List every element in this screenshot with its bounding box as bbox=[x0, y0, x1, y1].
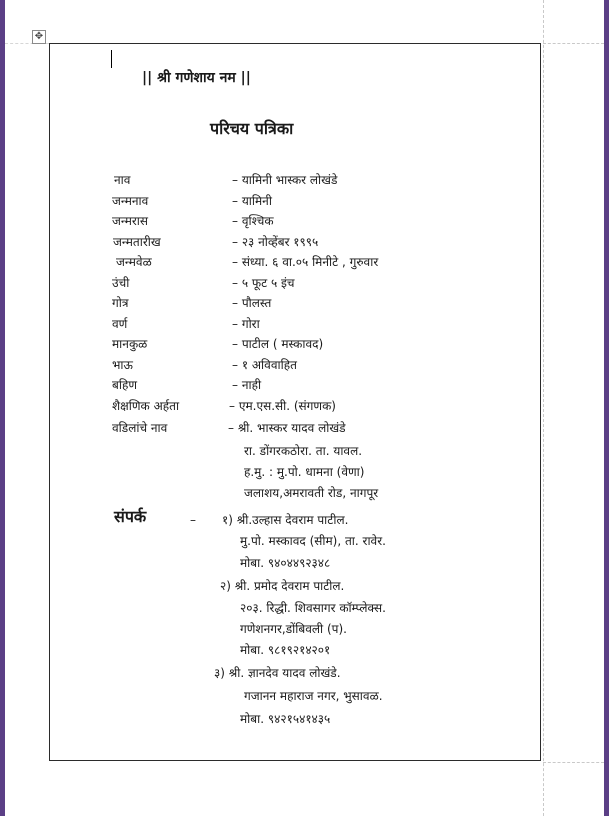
contact-dash: – bbox=[190, 513, 196, 527]
margin-guide-top bbox=[543, 43, 604, 44]
contact-2-address-line-1: २०३. रिद्धी. शिवसागर कॉम्प्लेक्स. bbox=[240, 601, 386, 615]
contact-heading: संपर्क bbox=[114, 507, 147, 526]
contact-1-phone: मोबा. ९४०४४९२३४८ bbox=[240, 556, 331, 570]
field-value-brother: – १ अविवाहित bbox=[232, 358, 297, 372]
field-label-birth-date: जन्मतारीख bbox=[113, 235, 161, 249]
field-value-birth-name: – यामिनी bbox=[232, 194, 272, 208]
field-value-complexion: – गोरा bbox=[232, 317, 260, 331]
father-address-line-2: ह.मु. : मु.पो. धामना (वेणा) bbox=[244, 465, 365, 479]
contact-1-address: मु.पो. मस्कावद (सीम), ता. रावेर. bbox=[240, 534, 386, 548]
field-value-gotra: – पौलस्त bbox=[232, 296, 272, 310]
contact-3-address: गजानन महाराज नगर, भुसावळ. bbox=[244, 689, 383, 703]
page-margin-guide bbox=[543, 0, 544, 816]
field-value-birth-time: – संध्या. ६ वा.०५ मिनीटे , गुरुवार bbox=[232, 255, 379, 269]
field-label-birth-name: जन्मनाव bbox=[112, 194, 149, 208]
contact-1-name: १) श्री.उल्हास देवराम पाटील. bbox=[222, 513, 349, 527]
field-label-education: शैक्षणिक अर्हता bbox=[112, 399, 180, 413]
field-label-name: नाव bbox=[114, 173, 131, 187]
field-value-father-name: – श्री. भास्कर यादव लोखंडे bbox=[228, 421, 346, 435]
page-title: परिचय पत्रिका bbox=[210, 119, 294, 138]
text-cursor bbox=[111, 50, 112, 68]
field-label-complexion: वर्ण bbox=[112, 317, 128, 331]
field-label-birth-time: जन्मवेळ bbox=[116, 255, 152, 269]
father-address-line-3: जलाशय,अमरावती रोड, नागपूर bbox=[244, 486, 379, 500]
field-value-birth-date: – २३ नोव्हेंबर १९९५ bbox=[232, 235, 319, 249]
field-label-father-name: वडिलांचे नाव bbox=[112, 421, 168, 435]
invocation-heading: || श्री गणेशाय नम || bbox=[142, 70, 251, 86]
field-value-zodiac: – वृश्चिक bbox=[232, 214, 274, 228]
field-label-zodiac: जन्मरास bbox=[112, 214, 149, 228]
field-label-mankul: मानकुळ bbox=[112, 337, 148, 351]
father-address-line-1: रा. डोंगरकठोरा. ता. यावल. bbox=[244, 444, 363, 458]
field-value-mankul: – पाटील ( मस्कावद) bbox=[232, 337, 324, 351]
contact-2-address-line-2: गणेशनगर,डोंबिवली (प). bbox=[240, 622, 347, 636]
field-value-height: – ५ फूट ५ इंच bbox=[232, 276, 295, 290]
field-label-gotra: गोत्र bbox=[112, 296, 129, 310]
contact-3-name: ३) श्री. ज्ञानदेव यादव लोखंडे. bbox=[214, 666, 341, 680]
contact-2-name: २) श्री. प्रमोद देवराम पाटील. bbox=[220, 579, 345, 593]
field-label-height: उंची bbox=[112, 276, 130, 290]
contact-2-phone: मोबा. ९८१९२१४२०१ bbox=[240, 643, 331, 657]
field-label-brother: भाऊ bbox=[112, 358, 133, 372]
contact-3-phone: मोबा. ९४२१५४१४३५ bbox=[240, 712, 331, 726]
field-label-sister: बहिण bbox=[112, 378, 138, 392]
field-value-name: – यामिनी भास्कर लोखंडे bbox=[232, 173, 338, 187]
margin-guide-bottom bbox=[543, 762, 604, 763]
table-move-handle-icon[interactable]: ✥ bbox=[32, 30, 46, 44]
field-value-sister: – नाही bbox=[232, 378, 262, 392]
window-left-border bbox=[0, 0, 5, 816]
window-right-border bbox=[604, 0, 609, 816]
field-value-education: – एम.एस.सी. (संगणक) bbox=[229, 399, 336, 413]
